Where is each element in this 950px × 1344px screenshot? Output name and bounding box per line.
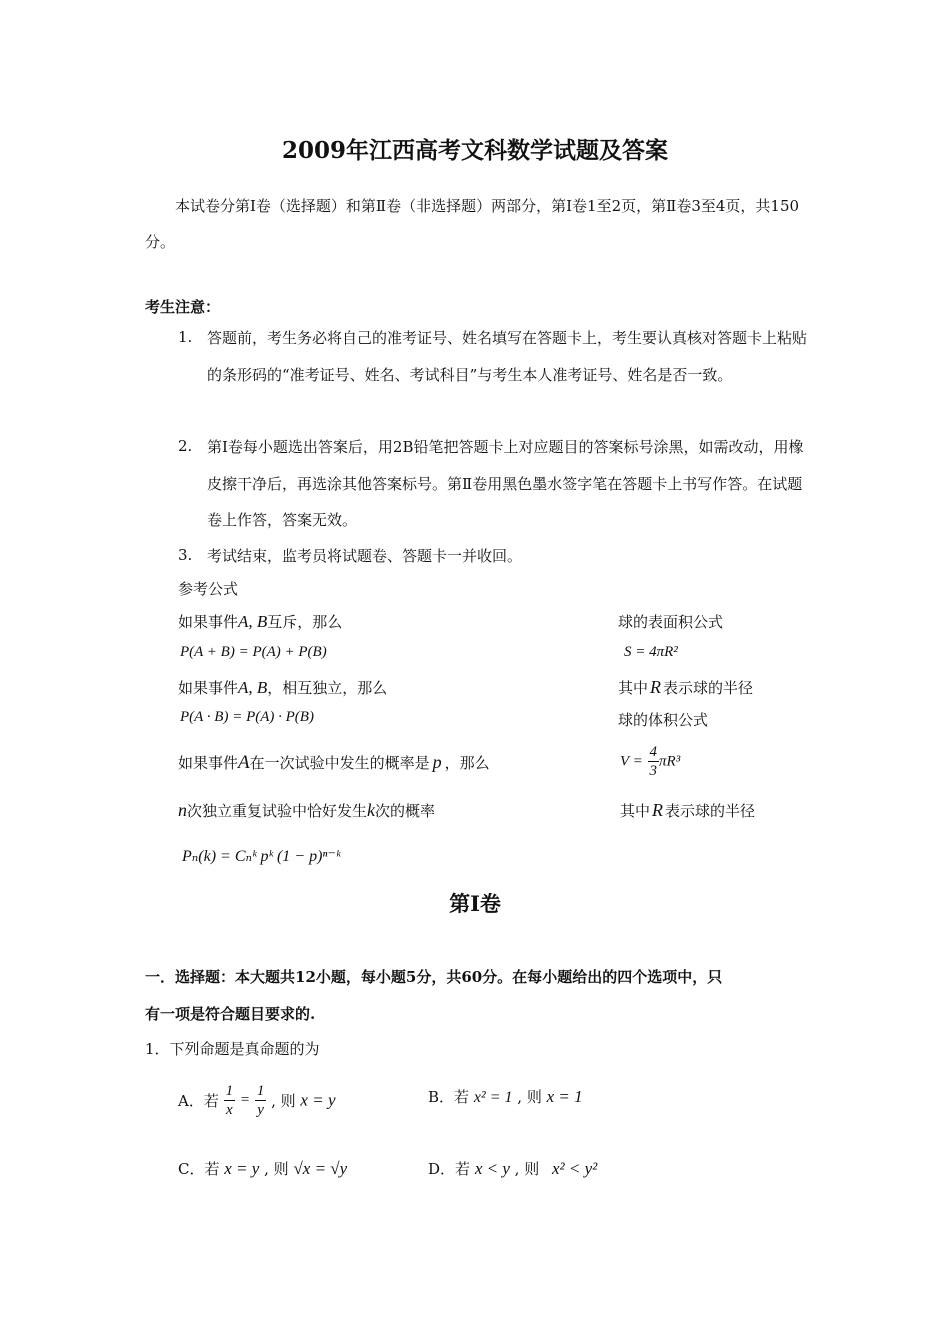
option-text: , 则 bbox=[517, 1088, 542, 1106]
option-condition: x = y bbox=[224, 1159, 260, 1178]
formula-text: 互斥，那么 bbox=[267, 613, 343, 631]
formula-text: ，相互独立，那么 bbox=[267, 679, 388, 697]
formula-variable: A, B bbox=[238, 678, 268, 697]
formula-variable: A bbox=[238, 752, 250, 773]
question-stem: 1．下列命题是真命题的为 bbox=[145, 1040, 320, 1058]
option-condition: x² = 1 bbox=[473, 1089, 513, 1106]
fraction-denominator: y bbox=[257, 1102, 264, 1118]
option-text: , 则 bbox=[271, 1092, 296, 1110]
option-b bbox=[428, 1086, 583, 1107]
fraction bbox=[224, 1082, 236, 1119]
formula-variable: R bbox=[650, 677, 662, 697]
formula-text: 次的概率 bbox=[375, 802, 436, 820]
formula-sphere-area: S = 4πR² bbox=[624, 644, 678, 660]
option-label: C．若 bbox=[178, 1160, 220, 1178]
formula-text: ，那么 bbox=[444, 754, 490, 772]
note-number: 3. bbox=[178, 546, 193, 564]
formula-text-line bbox=[178, 800, 435, 821]
formula-text-line bbox=[178, 677, 387, 698]
fraction-numerator: 1 bbox=[225, 1083, 234, 1099]
formula-text: πR³ bbox=[659, 753, 681, 770]
formula-text-line bbox=[178, 611, 342, 632]
option-conclusion: x² < y² bbox=[551, 1159, 598, 1178]
formula-sphere-volume bbox=[620, 743, 680, 780]
formula-binomial: Pₙ(k) = Cₙᵏ pᵏ (1 − p)ⁿ⁻ᵏ bbox=[182, 848, 341, 865]
formula-text-line: 球的表面积公式 bbox=[618, 613, 724, 631]
part1-heading-line1: 一．选择题：本大题共12小题，每小题5分，共60分。在每小题给出的四个选项中，只 bbox=[145, 968, 723, 986]
option-conclusion: √x = √y bbox=[293, 1159, 348, 1178]
formula-text-line bbox=[178, 752, 490, 774]
fraction bbox=[255, 1082, 267, 1119]
option-label: A．若 bbox=[178, 1092, 219, 1110]
formula-text: 其中 bbox=[618, 679, 649, 697]
intro-paragraph: 本试卷分第Ⅰ卷（选择题）和第Ⅱ卷（非选择题）两部分，第Ⅰ卷1至2页，第Ⅱ卷3至4页，共150分。 bbox=[145, 197, 800, 251]
fraction-denominator: x bbox=[226, 1102, 233, 1118]
option-condition: x < y bbox=[474, 1159, 510, 1178]
formula-variable: k bbox=[367, 800, 376, 820]
formula-text-line bbox=[618, 677, 753, 698]
note-text: 答题前，考生务必将自己的准考证号、姓名填写在答题卡上，考生要认真核对答题卡上粘贴的条形码的“准考证号、姓名、考试科目”与考生本人准考证号、姓名是否一致。 bbox=[207, 329, 808, 384]
fraction-numerator: 4 bbox=[649, 744, 658, 760]
formula-text: 如果事件 bbox=[178, 754, 239, 772]
option-label: D．若 bbox=[428, 1160, 471, 1178]
option-d bbox=[428, 1158, 597, 1179]
note-text: 考试结束，监考员将试题卷、答题卡一并收回。 bbox=[207, 547, 523, 565]
formula-text: 表示球的半径 bbox=[665, 802, 756, 820]
page-title: 2009年江西高考文科数学试题及答案 bbox=[281, 137, 668, 164]
option-conclusion: x = 1 bbox=[546, 1087, 583, 1106]
formula-addition-rule: P(A + B) = P(A) + P(B) bbox=[180, 644, 327, 660]
note-number: 1. bbox=[178, 328, 193, 346]
formula-variable: p bbox=[432, 752, 442, 772]
notes-heading: 考生注意： bbox=[145, 298, 221, 316]
option-conclusion: x = y bbox=[300, 1090, 336, 1110]
formula-variable: A, B bbox=[238, 612, 268, 631]
fraction-numerator: 1 bbox=[256, 1083, 265, 1099]
note-text: 第Ⅰ卷每小题选出答案后，用2B铅笔把答题卡上对应题目的答案标号涂黑，如需改动，用橡皮擦干净后，再选涂其他答案标号。第Ⅱ卷用黑色墨水签字笔在答题卡上书写作答。在试题卷上作答，答案无效。 bbox=[207, 438, 804, 529]
formula-text: 如果事件 bbox=[178, 679, 239, 697]
fraction bbox=[648, 743, 660, 780]
option-text: , 则 bbox=[514, 1160, 540, 1178]
formula-variable: R bbox=[652, 800, 664, 820]
option-label: B．若 bbox=[428, 1088, 470, 1106]
formula-text: 次独立重复试验中恰好发生 bbox=[187, 802, 368, 820]
formula-variable: n bbox=[178, 800, 187, 820]
equals-sign: = bbox=[239, 1092, 251, 1108]
formula-multiplication-rule: P(A · B) = P(A) · P(B) bbox=[180, 709, 314, 725]
formula-text: 如果事件 bbox=[178, 613, 239, 631]
formula-text: 其中 bbox=[620, 802, 651, 820]
formula-text: 表示球的半径 bbox=[663, 679, 754, 697]
formulas-heading: 参考公式 bbox=[178, 580, 239, 598]
fraction-denominator: 3 bbox=[649, 763, 658, 779]
option-a bbox=[178, 1082, 335, 1119]
note-number: 2. bbox=[178, 437, 193, 455]
option-text: , 则 bbox=[264, 1160, 289, 1178]
formula-text-line bbox=[620, 800, 755, 821]
section-title: 第Ⅰ卷 bbox=[449, 891, 501, 916]
formula-text-line: 球的体积公式 bbox=[618, 711, 709, 729]
formula-text: V = bbox=[620, 753, 643, 770]
option-c bbox=[178, 1158, 347, 1179]
formula-text: 在一次试验中发生的概率是 bbox=[249, 754, 430, 772]
part1-heading-line2: 有一项是符合题目要求的. bbox=[145, 1005, 316, 1023]
